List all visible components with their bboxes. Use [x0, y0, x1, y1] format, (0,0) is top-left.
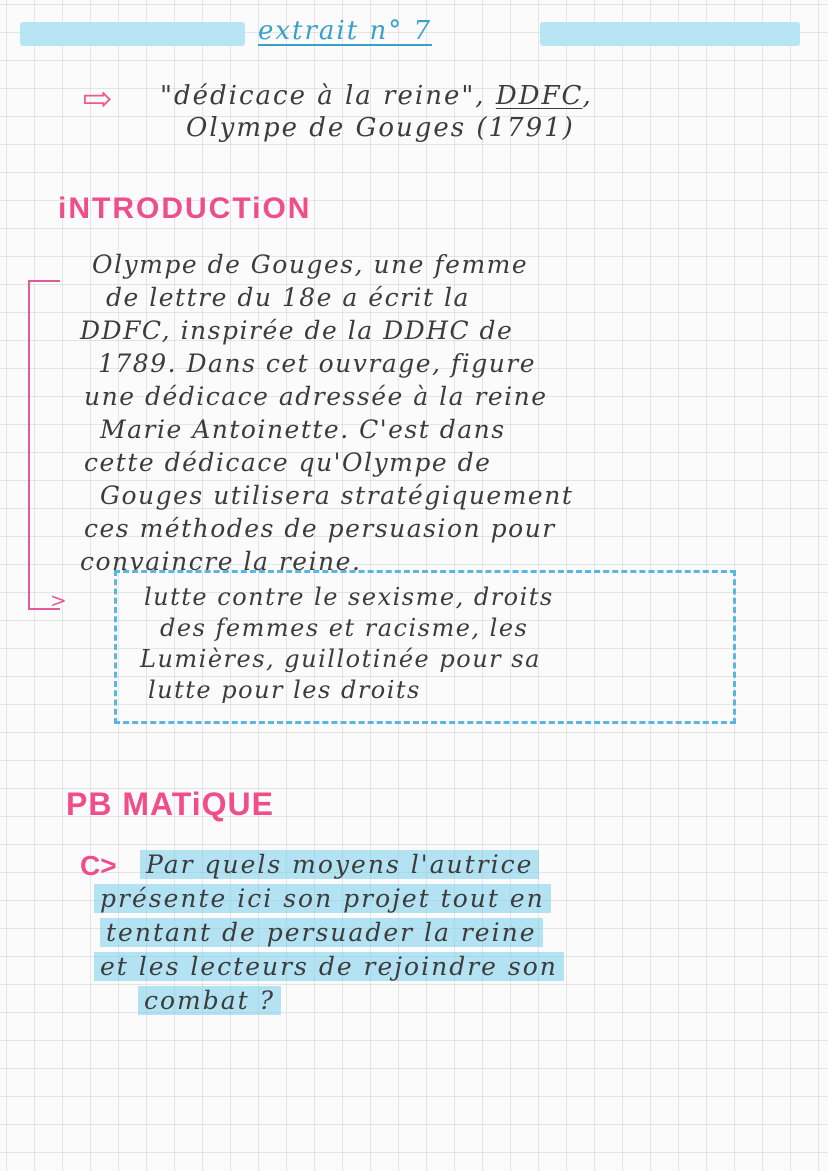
outline-arrow-right-icon: ⇨ [82, 79, 113, 120]
introduction-paragraph [80, 248, 810, 578]
header-highlight-right [540, 22, 800, 46]
question-arrow: C> [80, 850, 117, 881]
intro-line: DDFC, inspirée de la DDHC de [80, 316, 514, 345]
question-line: combat ? [94, 984, 564, 1018]
question-line: Par quels moyens l'autrice [94, 848, 564, 882]
intro-line: ces méthodes de persuasion pour [84, 514, 556, 543]
note-line: lutte pour les droits [148, 676, 421, 704]
problematique-question [94, 848, 564, 1018]
intro-line: Olympe de Gouges, une femme [92, 250, 529, 279]
source-author: Olympe de Gouges (1791) [186, 113, 575, 143]
header-highlight-left [20, 22, 245, 46]
intro-line: une dédicace adressée à la reine [84, 382, 548, 411]
intro-line: cette dédicace qu'Olympe de [84, 448, 492, 477]
introduction-heading: iNTRODUCTiON [58, 192, 312, 225]
question-line: tentant de persuader la reine [94, 916, 564, 950]
note-line: des femmes et racisme, les [160, 614, 529, 642]
source-ddfc: DDFC [495, 81, 583, 111]
intro-line: Gouges utilisera stratégiquement [100, 481, 574, 510]
source-trailing-comma: , [582, 81, 593, 111]
intro-line: de lettre du 18e a écrit la [106, 283, 470, 312]
question-line: présente ici son projet tout en [94, 882, 564, 916]
bracket-line [28, 280, 60, 610]
note-text [140, 582, 554, 706]
page-title: extrait n° 7 [258, 16, 433, 46]
question-line: et les lecteurs de rejoindre son [94, 950, 564, 984]
problematique-heading: PB MATiQUE [66, 786, 274, 822]
note-line: lutte contre le sexisme, droits [144, 583, 554, 611]
source-line-1 [160, 80, 593, 112]
note-line: Lumières, guillotinée pour sa [140, 645, 541, 673]
intro-line: Marie Antoinette. C'est dans [100, 415, 506, 444]
source-separator: , [475, 81, 486, 111]
bracket-arrow-icon: > [50, 588, 67, 612]
intro-line: convaincre la reine. [80, 547, 362, 576]
intro-line: 1789. Dans cet ouvrage, figure [98, 349, 537, 378]
source-quote: "dédicace à la reine" [160, 81, 476, 111]
